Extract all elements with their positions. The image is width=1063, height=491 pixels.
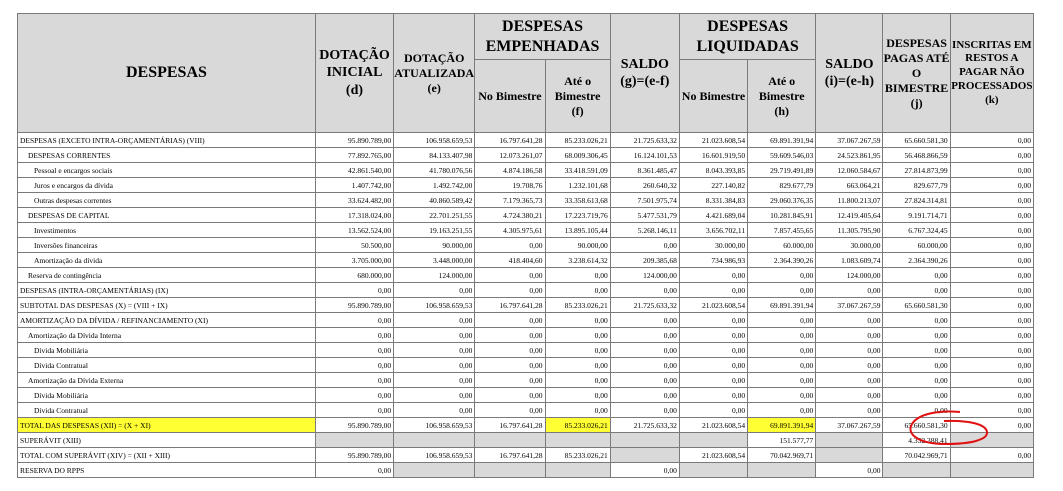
- table-cell: 106.958.659,53: [394, 418, 475, 433]
- table-cell: 11.800.213,07: [816, 193, 883, 208]
- table-cell: 0,00: [394, 403, 475, 418]
- table-cell: 2.364.390,26: [883, 253, 950, 268]
- table-row: [18, 418, 1034, 433]
- table-row: [18, 373, 1034, 388]
- table-cell: 0,00: [545, 283, 610, 298]
- table-cell: 22.701.251,55: [394, 208, 475, 223]
- table-cell: 0,00: [950, 133, 1033, 148]
- table-cell: 3.705.000,00: [315, 253, 393, 268]
- table-cell: [679, 433, 747, 448]
- table-cell: [679, 463, 747, 478]
- table-cell: 70.042.969,71: [748, 448, 816, 463]
- table-cell: 21.725.633,32: [610, 298, 679, 313]
- table-cell: 65.660.581,30: [883, 418, 950, 433]
- table-cell: 0,00: [950, 328, 1033, 343]
- col-header-liquidadas-ate-bimestre: Até o Bimestre (h): [748, 60, 816, 133]
- table-row: [18, 268, 1034, 283]
- table-cell: 0,00: [475, 268, 545, 283]
- table-cell: 90.000,00: [394, 238, 475, 253]
- table-cell: 0,00: [883, 328, 950, 343]
- table-cell: 0,00: [475, 283, 545, 298]
- table-cell: 0,00: [748, 373, 816, 388]
- table-cell: 29.060.376,35: [748, 193, 816, 208]
- table-cell: 829.677,79: [883, 178, 950, 193]
- table-cell: 0,00: [950, 148, 1033, 163]
- table-cell: 0,00: [950, 163, 1033, 178]
- table-cell: 0,00: [475, 388, 545, 403]
- table-cell: 0,00: [950, 208, 1033, 223]
- table-cell: 33.358.613,68: [545, 193, 610, 208]
- table-cell: 70.042.969,71: [883, 448, 950, 463]
- table-cell: 0,00: [610, 238, 679, 253]
- table-cell: 0,00: [545, 388, 610, 403]
- table-cell: 85.233.026,21: [545, 133, 610, 148]
- table-cell: 0,00: [816, 373, 883, 388]
- table-cell: 13.895.105,44: [545, 223, 610, 238]
- table-cell: 11.305.795,90: [816, 223, 883, 238]
- table-cell: 0,00: [950, 223, 1033, 238]
- table-cell: 0,00: [816, 463, 883, 478]
- table-cell: 0,00: [315, 343, 393, 358]
- table-cell: 0,00: [394, 373, 475, 388]
- col-header-despesas-pagas: DESPESAS PAGAS ATÉ O BIMESTRE (j): [883, 14, 950, 133]
- table-cell: 0,00: [883, 373, 950, 388]
- col-header-inscritas-restos: INSCRITAS EM RESTOS A PAGAR NÃO PROCESSADOS (k): [950, 14, 1033, 133]
- table-cell: 16.797.641,28: [475, 133, 545, 148]
- row-label: Juros e encargos da dívida: [18, 178, 316, 193]
- table-cell: 4.421.689,04: [679, 208, 747, 223]
- table-cell: 663.064,21: [816, 178, 883, 193]
- table-row: [18, 133, 1034, 148]
- col-header-dotacao-inicial: DOTAÇÃO INICIAL (d): [315, 14, 393, 133]
- table-cell: 95.890.789,00: [315, 448, 393, 463]
- table-cell: 124.000,00: [394, 268, 475, 283]
- table-cell: 21.725.633,32: [610, 133, 679, 148]
- row-label: DESPESAS CORRENTES: [18, 148, 316, 163]
- table-cell: 0,00: [950, 358, 1033, 373]
- table-cell: 106.958.659,53: [394, 448, 475, 463]
- row-label: TOTAL DAS DESPESAS (XII) = (X + XI): [18, 418, 316, 433]
- table-cell: [315, 433, 393, 448]
- table-cell: 0,00: [950, 268, 1033, 283]
- table-cell: 90.000,00: [545, 238, 610, 253]
- table-cell: 4.332.388,41: [883, 433, 950, 448]
- table-cell: 0,00: [679, 403, 747, 418]
- table-cell: 0,00: [315, 403, 393, 418]
- table-cell: 59.609.546,03: [748, 148, 816, 163]
- table-cell: 17.223.719,76: [545, 208, 610, 223]
- table-cell: 829.677,79: [748, 178, 816, 193]
- table-cell: 3.656.702,11: [679, 223, 747, 238]
- table-cell: 10.281.845,91: [748, 208, 816, 223]
- table-cell: 68.009.306,45: [545, 148, 610, 163]
- table-cell: 0,00: [315, 283, 393, 298]
- table-cell: 0,00: [475, 328, 545, 343]
- table-cell: 0,00: [950, 373, 1033, 388]
- col-header-empenhadas-no-bimestre: No Bimestre: [475, 60, 545, 133]
- table-cell: 0,00: [950, 403, 1033, 418]
- table-cell: 0,00: [950, 238, 1033, 253]
- report-body: [18, 133, 1034, 478]
- table-cell: 7.179.365,73: [475, 193, 545, 208]
- row-label: TOTAL COM SUPERÁVIT (XIV) = (XII + XIII): [18, 448, 316, 463]
- table-row: [18, 343, 1034, 358]
- table-cell: 65.660.581,30: [883, 133, 950, 148]
- table-cell: 0,00: [950, 283, 1033, 298]
- table-cell: 0,00: [816, 388, 883, 403]
- table-cell: 0,00: [748, 343, 816, 358]
- table-row: [18, 313, 1034, 328]
- row-label: SUBTOTAL DAS DESPESAS (X) = (VIII + IX): [18, 298, 316, 313]
- table-cell: 0,00: [950, 298, 1033, 313]
- table-cell: 106.958.659,53: [394, 133, 475, 148]
- table-cell: 24.523.861,95: [816, 148, 883, 163]
- table-row: [18, 448, 1034, 463]
- table-cell: 0,00: [394, 328, 475, 343]
- table-cell: 0,00: [545, 373, 610, 388]
- table-cell: 0,00: [394, 343, 475, 358]
- table-cell: 0,00: [950, 253, 1033, 268]
- table-cell: 0,00: [475, 373, 545, 388]
- col-header-dotacao-atualizada: DOTAÇÃO ATUALIZADA (e): [394, 14, 475, 133]
- table-cell: 0,00: [950, 193, 1033, 208]
- table-cell: 19.163.251,55: [394, 223, 475, 238]
- col-header-despesas-empenhadas: DESPESAS EMPENHADAS: [475, 14, 610, 60]
- table-cell: 8.361.485,47: [610, 163, 679, 178]
- table-row: [18, 358, 1034, 373]
- table-cell: 5.477.531,79: [610, 208, 679, 223]
- table-row: [18, 148, 1034, 163]
- row-label: RESERVA DO RPPS: [18, 463, 316, 478]
- table-cell: 0,00: [315, 358, 393, 373]
- table-row: [18, 328, 1034, 343]
- table-cell: 0,00: [883, 283, 950, 298]
- table-cell: 30.000,00: [679, 238, 747, 253]
- table-cell: 0,00: [610, 388, 679, 403]
- table-cell: 12.073.261,07: [475, 148, 545, 163]
- table-cell: 21.023.608,54: [679, 133, 747, 148]
- table-cell: 40.860.589,42: [394, 193, 475, 208]
- table-cell: 0,00: [816, 283, 883, 298]
- table-cell: 21.023.608,54: [679, 448, 747, 463]
- table-cell: 0,00: [816, 358, 883, 373]
- table-row: [18, 208, 1034, 223]
- table-cell: 21.725.633,32: [610, 418, 679, 433]
- table-cell: [748, 463, 816, 478]
- table-cell: 0,00: [394, 283, 475, 298]
- table-cell: 95.890.789,00: [315, 418, 393, 433]
- table-cell: 6.767.324,45: [883, 223, 950, 238]
- table-cell: 0,00: [315, 388, 393, 403]
- table-cell: 0,00: [816, 313, 883, 328]
- table-row: [18, 223, 1034, 238]
- table-cell: 8.043.393,85: [679, 163, 747, 178]
- row-label: AMORTIZAÇÃO DA DÍVIDA / REFINANCIAMENTO (XI): [18, 313, 316, 328]
- table-cell: 0,00: [748, 283, 816, 298]
- table-cell: 85.233.026,21: [545, 448, 610, 463]
- table-cell: 0,00: [816, 343, 883, 358]
- table-row: [18, 388, 1034, 403]
- row-label: Dívida Mobiliária: [18, 388, 316, 403]
- row-label: Dívida Mobiliária: [18, 343, 316, 358]
- table-cell: 27.824.314,81: [883, 193, 950, 208]
- table-cell: 0,00: [610, 373, 679, 388]
- table-cell: 0,00: [545, 343, 610, 358]
- row-label: Investimentos: [18, 223, 316, 238]
- table-cell: 0,00: [545, 358, 610, 373]
- table-cell: 0,00: [816, 403, 883, 418]
- table-cell: 1.407.742,00: [315, 178, 393, 193]
- row-label: Dívida Contratual: [18, 403, 316, 418]
- table-cell: 0,00: [883, 388, 950, 403]
- expenses-report-table: [17, 13, 1034, 478]
- col-header-despesas-liquidadas: DESPESAS LIQUIDADAS: [679, 14, 815, 60]
- table-cell: 21.023.608,54: [679, 298, 747, 313]
- table-cell: 95.890.789,00: [315, 133, 393, 148]
- table-cell: 12.419.405,64: [816, 208, 883, 223]
- row-label: SUPERÁVIT (XIII): [18, 433, 316, 448]
- table-cell: 0,00: [679, 283, 747, 298]
- table-cell: 4.874.186,58: [475, 163, 545, 178]
- table-row: [18, 178, 1034, 193]
- table-cell: 0,00: [394, 388, 475, 403]
- table-cell: [610, 433, 679, 448]
- table-cell: [816, 433, 883, 448]
- table-cell: 0,00: [679, 328, 747, 343]
- table-cell: 227.140,82: [679, 178, 747, 193]
- table-cell: 124.000,00: [816, 268, 883, 283]
- table-cell: 209.385,68: [610, 253, 679, 268]
- table-cell: 60.000,00: [883, 238, 950, 253]
- table-cell: 27.814.873,99: [883, 163, 950, 178]
- table-cell: 7.501.975,74: [610, 193, 679, 208]
- table-cell: 65.660.581,30: [883, 298, 950, 313]
- table-cell: 0,00: [315, 373, 393, 388]
- row-label: Inversões financeiras: [18, 238, 316, 253]
- table-cell: 0,00: [610, 313, 679, 328]
- table-cell: 0,00: [610, 283, 679, 298]
- table-cell: 1.083.609,74: [816, 253, 883, 268]
- table-row: [18, 283, 1034, 298]
- table-cell: 1.232.101,68: [545, 178, 610, 193]
- table-cell: 0,00: [679, 268, 747, 283]
- table-cell: 42.861.540,00: [315, 163, 393, 178]
- table-cell: 33.418.591,09: [545, 163, 610, 178]
- table-cell: 16.601.919,50: [679, 148, 747, 163]
- table-cell: 0,00: [545, 328, 610, 343]
- table-cell: 0,00: [748, 403, 816, 418]
- table-cell: 21.023.608,54: [679, 418, 747, 433]
- table-cell: 13.562.524,00: [315, 223, 393, 238]
- table-cell: 0,00: [475, 358, 545, 373]
- table-cell: 0,00: [816, 328, 883, 343]
- table-cell: [475, 433, 545, 448]
- table-row: [18, 433, 1034, 448]
- table-cell: [950, 463, 1033, 478]
- table-cell: 0,00: [610, 403, 679, 418]
- table-cell: 85.233.026,21: [545, 298, 610, 313]
- row-label: Reserva de contingência: [18, 268, 316, 283]
- row-label: DESPESAS DE CAPITAL: [18, 208, 316, 223]
- row-label: Outras despesas correntes: [18, 193, 316, 208]
- table-cell: 106.958.659,53: [394, 298, 475, 313]
- table-cell: 2.364.390,26: [748, 253, 816, 268]
- table-cell: 37.067.267,59: [816, 418, 883, 433]
- table-cell: 0,00: [950, 343, 1033, 358]
- table-cell: 260.640,32: [610, 178, 679, 193]
- row-label: Amortização da Dívida Externa: [18, 373, 316, 388]
- table-row: [18, 403, 1034, 418]
- table-cell: 56.468.866,59: [883, 148, 950, 163]
- table-cell: 0,00: [950, 418, 1033, 433]
- table-row: [18, 253, 1034, 268]
- row-label: Amortização da Dívida Interna: [18, 328, 316, 343]
- table-cell: 0,00: [475, 343, 545, 358]
- table-row: [18, 463, 1034, 478]
- table-cell: 69.891.391,94: [748, 133, 816, 148]
- table-cell: 30.000,00: [816, 238, 883, 253]
- table-cell: 0,00: [545, 403, 610, 418]
- table-cell: 3.448.000,00: [394, 253, 475, 268]
- row-label: DESPESAS (EXCETO INTRA-ORÇAMENTÁRIAS) (VIII): [18, 133, 316, 148]
- table-cell: 8.331.384,83: [679, 193, 747, 208]
- table-cell: 7.857.455,65: [748, 223, 816, 238]
- table-cell: 0,00: [610, 328, 679, 343]
- table-cell: 0,00: [315, 463, 393, 478]
- table-cell: 29.719.491,89: [748, 163, 816, 178]
- table-cell: 16.124.101,53: [610, 148, 679, 163]
- table-cell: 0,00: [679, 358, 747, 373]
- table-cell: 16.797.641,28: [475, 298, 545, 313]
- table-cell: [610, 448, 679, 463]
- row-label: DESPESAS (INTRA-ORÇAMENTÁRIAS) (IX): [18, 283, 316, 298]
- table-cell: 0,00: [883, 313, 950, 328]
- table-cell: 0,00: [545, 313, 610, 328]
- table-cell: 9.191.714,71: [883, 208, 950, 223]
- table-cell: 84.133.407,98: [394, 148, 475, 163]
- table-cell: 0,00: [883, 268, 950, 283]
- col-header-saldo-g: SALDO (g)=(e-f): [610, 14, 679, 133]
- table-cell: 33.624.482,00: [315, 193, 393, 208]
- table-cell: 0,00: [394, 358, 475, 373]
- table-cell: 0,00: [394, 313, 475, 328]
- table-row: [18, 238, 1034, 253]
- table-cell: 0,00: [950, 178, 1033, 193]
- table-cell: 3.238.614,32: [545, 253, 610, 268]
- table-cell: 0,00: [883, 343, 950, 358]
- table-cell: 0,00: [315, 328, 393, 343]
- table-cell: [394, 463, 475, 478]
- table-cell: [394, 433, 475, 448]
- table-cell: 0,00: [610, 463, 679, 478]
- table-cell: 0,00: [475, 403, 545, 418]
- table-cell: 0,00: [475, 238, 545, 253]
- table-cell: 0,00: [748, 388, 816, 403]
- table-cell: 124.000,00: [610, 268, 679, 283]
- table-cell: 0,00: [610, 343, 679, 358]
- table-cell: 85.233.026,21: [545, 418, 610, 433]
- table-cell: 0,00: [748, 358, 816, 373]
- row-label: Amortização da dívida: [18, 253, 316, 268]
- row-label: Dívida Contratual: [18, 358, 316, 373]
- table-cell: 680.000,00: [315, 268, 393, 283]
- table-cell: 4.724.380,21: [475, 208, 545, 223]
- col-header-empenhadas-ate-bimestre: Até o Bimestre (f): [545, 60, 610, 133]
- table-cell: 0,00: [748, 328, 816, 343]
- table-cell: 0,00: [679, 313, 747, 328]
- table-cell: 0,00: [883, 358, 950, 373]
- table-cell: 0,00: [679, 343, 747, 358]
- table-cell: 5.268.146,11: [610, 223, 679, 238]
- table-row: [18, 298, 1034, 313]
- table-row: [18, 193, 1034, 208]
- table-cell: [883, 463, 950, 478]
- table-cell: 60.000,00: [748, 238, 816, 253]
- table-cell: [475, 463, 545, 478]
- table-cell: 0,00: [950, 313, 1033, 328]
- table-cell: [816, 448, 883, 463]
- table-cell: 69.891.391,94: [748, 418, 816, 433]
- table-cell: 41.780.076,56: [394, 163, 475, 178]
- table-cell: 16.797.641,28: [475, 448, 545, 463]
- table-cell: 418.404,60: [475, 253, 545, 268]
- table-cell: 0,00: [545, 268, 610, 283]
- table-cell: 0,00: [748, 268, 816, 283]
- table-cell: 734.986,93: [679, 253, 747, 268]
- table-row: [18, 163, 1034, 178]
- table-cell: 12.060.584,67: [816, 163, 883, 178]
- row-label: Pessoal e encargos sociais: [18, 163, 316, 178]
- table-cell: 50.500,00: [315, 238, 393, 253]
- table-cell: 0,00: [748, 313, 816, 328]
- table-cell: [545, 463, 610, 478]
- table-cell: 95.890.789,00: [315, 298, 393, 313]
- table-cell: 19.708,76: [475, 178, 545, 193]
- table-cell: 0,00: [883, 403, 950, 418]
- table-cell: 151.577,77: [748, 433, 816, 448]
- table-cell: 0,00: [475, 313, 545, 328]
- col-header-liquidadas-no-bimestre: No Bimestre: [679, 60, 747, 133]
- table-cell: 69.891.391,94: [748, 298, 816, 313]
- table-cell: 0,00: [610, 358, 679, 373]
- table-cell: 0,00: [950, 448, 1033, 463]
- col-header-saldo-i: SALDO (i)=(e-h): [816, 14, 883, 133]
- table-cell: 0,00: [950, 388, 1033, 403]
- table-cell: 0,00: [679, 373, 747, 388]
- table-cell: 4.305.975,61: [475, 223, 545, 238]
- table-cell: 37.067.267,59: [816, 133, 883, 148]
- col-header-despesas: DESPESAS: [18, 14, 316, 133]
- table-cell: 1.492.742,00: [394, 178, 475, 193]
- table-cell: [950, 433, 1033, 448]
- table-cell: 16.797.641,28: [475, 418, 545, 433]
- table-cell: 17.318.024,00: [315, 208, 393, 223]
- report-container: [17, 13, 1034, 478]
- table-cell: [545, 433, 610, 448]
- table-cell: 77.892.765,00: [315, 148, 393, 163]
- table-cell: 0,00: [679, 388, 747, 403]
- table-cell: 0,00: [315, 313, 393, 328]
- table-cell: 37.067.267,59: [816, 298, 883, 313]
